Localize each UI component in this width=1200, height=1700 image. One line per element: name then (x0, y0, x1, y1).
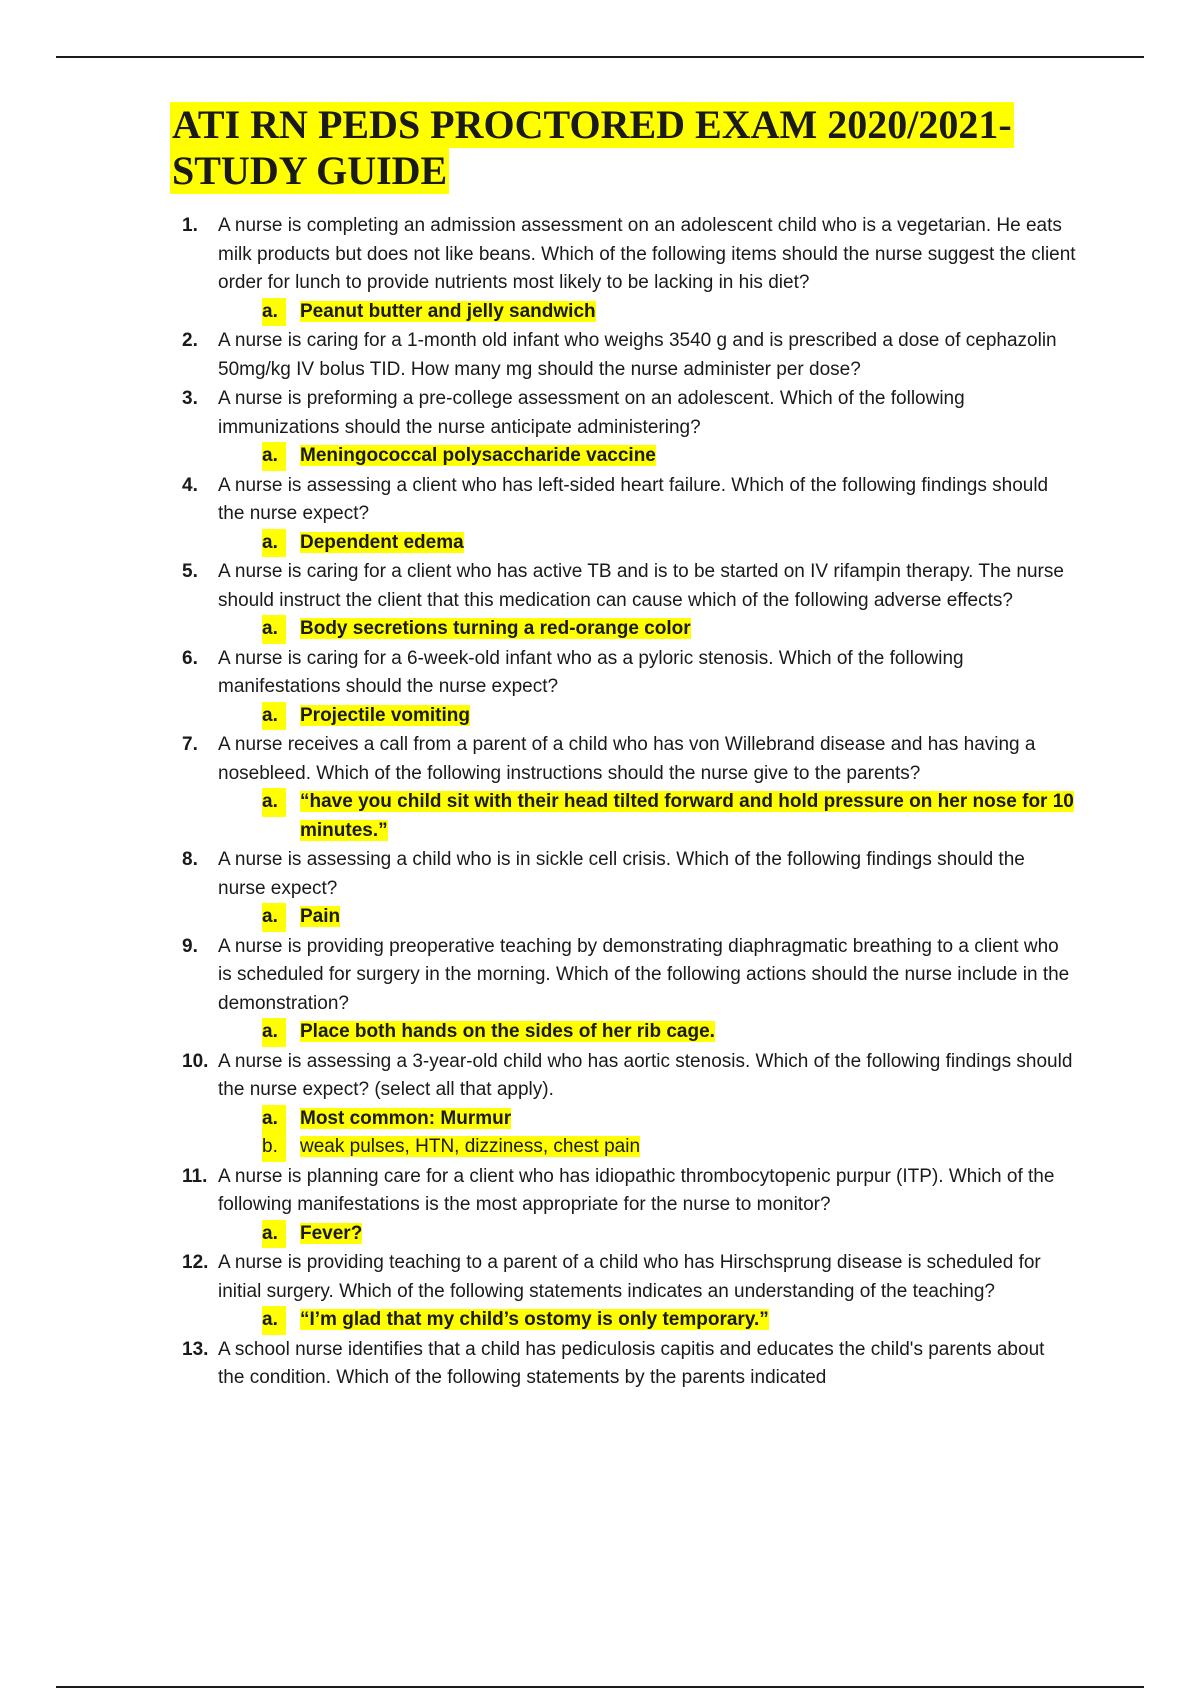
question-number: 6. (182, 647, 198, 669)
answer-text-highlighted: Fever? (300, 1222, 363, 1244)
answer-text-highlighted: Dependent edema (300, 531, 464, 553)
question-number: 9. (182, 935, 198, 957)
answer-letter: a. (262, 298, 286, 327)
document-title (170, 102, 1050, 194)
answer-list (218, 298, 1076, 327)
answer-letter: a. (262, 903, 286, 932)
title-line-2: STUDY GUIDE (172, 148, 448, 193)
question-text: A nurse receives a call from a parent of a child who has von Willebrand disease and has having a nosebleed. Which of the following instructions should the nurse give to the parents? (218, 734, 1036, 784)
question-number: 4. (182, 474, 198, 496)
answer-letter: a. (262, 702, 286, 731)
answer-text-highlighted: Body secretions turning a red-orange color (300, 618, 691, 639)
question-item (176, 212, 1076, 326)
question-number: 3. (182, 388, 198, 409)
answer-list (218, 702, 1076, 731)
answer-text-highlighted: Projectile vomiting (300, 704, 470, 726)
answer-text-highlighted: Meningococcal polysaccharide vaccine (300, 445, 656, 466)
answer-item (218, 1105, 1076, 1134)
answer-list (218, 1105, 1076, 1162)
answer-text-highlighted: “have you child sit with their head tilted forward and hold pressure on her nose for 10 minutes.” (300, 791, 1074, 841)
question-text: A nurse is assessing a 3-year-old child who has aortic stenosis. Which of the following findings should the nurse expect? (select all that apply). (218, 1050, 1073, 1100)
answer-list (218, 615, 1076, 644)
answer-letter: a. (262, 1306, 286, 1335)
bottom-rule (56, 1686, 1144, 1688)
answer-text-highlighted: “I’m glad that my child’s ostomy is only temporary.” (300, 1309, 769, 1330)
question-item (176, 472, 1076, 558)
title-line-1: ATI RN PEDS PROCTORED EXAM 2020/2021- (172, 102, 1012, 147)
question-text: A nurse is completing an admission assessment on an adolescent child who is a vegetarian. He eats milk products but does not like beans. Which of the following items should the nurse suggest the client order for lunch to provide nutrients most likely to be lacking in his diet? (218, 215, 1076, 293)
answer-text-highlighted: Most common: Murmur (300, 1107, 512, 1129)
answer-item (218, 788, 1076, 845)
answer-item (218, 1018, 1076, 1047)
question-item (176, 1249, 1076, 1335)
answer-item (218, 442, 1076, 471)
answer-letter: a. (262, 1220, 286, 1249)
answer-list (218, 1306, 1076, 1335)
question-item (176, 385, 1076, 471)
answer-text-highlighted: Pain (300, 906, 341, 927)
question-number: 1. (182, 215, 198, 236)
question-text: A nurse is assessing a child who is in sickle cell crisis. Which of the following findings should the nurse expect? (218, 849, 1025, 899)
question-number: 10. (182, 1050, 209, 1072)
question-text: A nurse is providing teaching to a parent of a child who has Hirschsprung disease is scheduled for initial surgery. Which of the following statements indicates an understanding of the teaching? (218, 1252, 1041, 1302)
answer-text-highlighted: Peanut butter and jelly sandwich (300, 300, 596, 322)
question-text: A nurse is providing preoperative teaching by demonstrating diaphragmatic breathing to a client who is scheduled for surgery in the morning. Which of the following actions should the nurse include in the demonstration? (218, 935, 1070, 1014)
answer-letter: a. (262, 529, 286, 558)
answer-letter: b. (262, 1133, 286, 1162)
answer-list (218, 903, 1076, 932)
answer-item (218, 615, 1076, 644)
question-text: A nurse is caring for a 6-week-old infant who as a pyloric stenosis. Which of the following manifestations should the nurse expect? (218, 647, 964, 697)
answer-letter: a. (262, 615, 286, 644)
answer-letter: a. (262, 788, 286, 817)
question-item (176, 1163, 1076, 1249)
answer-letter: a. (262, 1018, 286, 1047)
question-item (176, 645, 1076, 731)
question-text: A nurse is assessing a client who has left-sided heart failure. Which of the following findings should the nurse expect? (218, 474, 1049, 524)
answer-item (218, 1133, 1076, 1162)
question-number: 7. (182, 734, 198, 755)
answer-list (218, 1018, 1076, 1047)
question-item (176, 933, 1076, 1047)
question-number: 2. (182, 330, 198, 351)
question-item (176, 731, 1076, 845)
question-number: 11. (182, 1165, 208, 1187)
question-text: A school nurse identifies that a child has pediculosis capitis and educates the child's parents about the condition. Which of the following statements by the parents indicated (218, 1338, 1045, 1388)
question-text: A nurse is caring for a client who has active TB and is to be started on IV rifampin therapy. The nurse should instruct the client that this medication can cause which of the following adverse effects? (218, 561, 1064, 611)
question-text: A nurse is preforming a pre-college assessment on an adolescent. Which of the following immunizations should the nurse anticipate administering? (218, 388, 965, 438)
answer-item (218, 298, 1076, 327)
answer-item (218, 1220, 1076, 1249)
question-number: 12. (182, 1252, 209, 1273)
answer-letter: a. (262, 442, 286, 471)
question-list (176, 212, 1076, 1394)
answer-item (218, 702, 1076, 731)
question-item (176, 846, 1076, 932)
question-item (176, 558, 1076, 644)
question-item (176, 1336, 1076, 1393)
question-item (176, 1048, 1076, 1162)
answer-item (218, 903, 1076, 932)
question-number: 13. (182, 1338, 209, 1360)
question-item (176, 327, 1076, 384)
question-text: A nurse is planning care for a client who has idiopathic thrombocytopenic purpur (ITP). Which of the following manifestations is the most appropriate for the nurse to monitor? (218, 1165, 1055, 1215)
top-rule (56, 56, 1144, 58)
answer-item (218, 1306, 1076, 1335)
answer-list (218, 529, 1076, 558)
question-number: 5. (182, 561, 198, 582)
question-text: A nurse is caring for a 1-month old infant who weighs 3540 g and is prescribed a dose of cephazolin 50mg/kg IV bolus TID. How many mg should the nurse administer per dose? (218, 330, 1057, 380)
answer-text-highlighted: weak pulses, HTN, dizziness, chest pain (300, 1136, 641, 1157)
answer-list (218, 1220, 1076, 1249)
answer-text-highlighted: Place both hands on the sides of her rib cage. (300, 1021, 715, 1042)
answer-letter: a. (262, 1105, 286, 1134)
answer-item (218, 529, 1076, 558)
answer-list (218, 788, 1076, 845)
answer-list (218, 442, 1076, 471)
question-number: 8. (182, 849, 198, 870)
